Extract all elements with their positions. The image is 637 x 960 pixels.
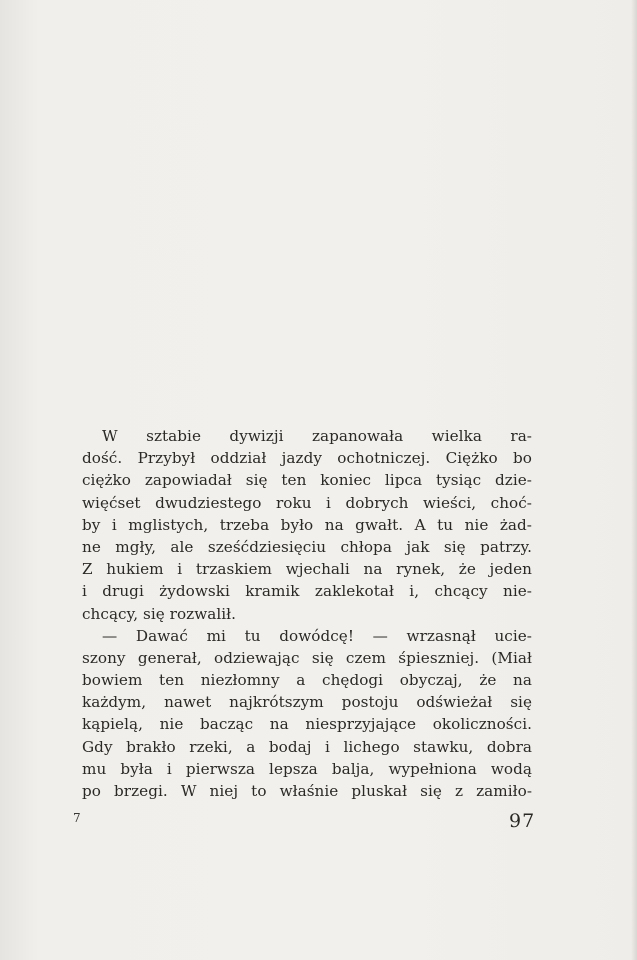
text-line: bowiem ten niezłomny a chędogi obyczaj, że na [82, 671, 532, 690]
text-line: po brzegi. W niej to właśnie pluskał się z zamiło- [82, 782, 532, 800]
text-line: W sztabie dywizji zapanowała wielka ra- [102, 427, 532, 445]
text-line: szony generał, odziewając się czem śpieszniej. (Miał [82, 648, 532, 667]
body-text [82, 425, 532, 802]
text-line: dość. Przybył oddział jazdy ochotniczej. Ciężko bo [82, 449, 532, 468]
text-line: każdym, nawet najkrótszym postoju odświeżał się [82, 693, 532, 712]
text-line: mu była i pierwsza lepsza balja, wypełniona wodą [82, 759, 532, 778]
text-line: by i mglistych, trzeba było na gwałt. A tu nie żad- [82, 515, 532, 534]
text-line: ne mgły, ale sześćdziesięciu chłopa jak się patrzy. [82, 537, 532, 556]
page-number: 97 [509, 810, 536, 832]
text-line: więćset dwudziestego roku i dobrych wieści, choć- [82, 493, 532, 512]
text-line: chcący, się rozwalił. [82, 604, 237, 623]
page-edge-shadow [631, 0, 637, 960]
text-line: i drugi żydowski kramik zaklekotał i, chcący nie- [82, 582, 532, 601]
signature-mark: 7 [73, 811, 81, 825]
text-line: ciężko zapowiadał się ten koniec lipca tysiąc dzie- [82, 471, 532, 490]
text-line: Gdy brakło rzeki, a bodaj i lichego stawku, dobra [82, 737, 532, 756]
text-line: — Dawać mi tu dowódcę! — wrzasnął ucie- [102, 626, 532, 645]
text-line: Z hukiem i trzaskiem wjechali na rynek, że jeden [82, 560, 532, 579]
text-line: kąpielą, nie bacząc na niesprzyjające okoliczności. [82, 715, 532, 734]
